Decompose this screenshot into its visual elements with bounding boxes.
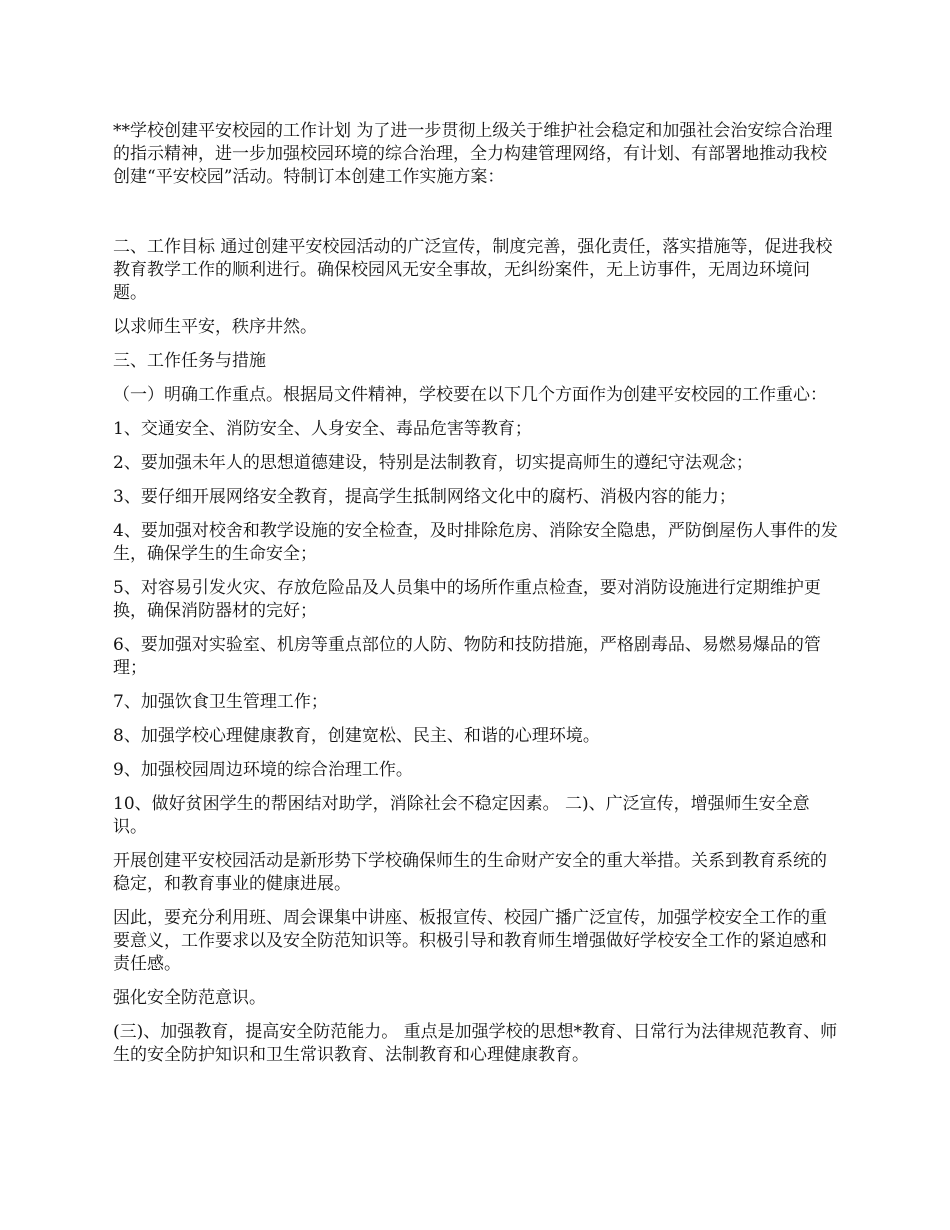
list-item: 4、要加强对校舍和教学设施的安全检查，及时排除危房、消除安全隐患，严防倒屋伤人事件的发生，确保学生的生命安全； — [113, 521, 838, 564]
list-item: 6、要加强对实验室、机房等重点部位的人防、物防和技防措施，严格剧毒品、易燃易爆品的管理； — [113, 635, 821, 678]
list-item: 9、加强校园周边环境的综合治理工作。 — [113, 760, 413, 780]
list-item: 1、交通安全、消防安全、人身安全、毒品危害等教育； — [113, 419, 532, 439]
list-item: 2、要加强未年人的思想道德建设，特别是法制教育，切实提高师生的遵纪守法观念； — [113, 453, 753, 473]
goal-summary-paragraph: 以求师生平安，秩序井然。 — [113, 317, 317, 337]
education-paragraph: (三)、加强教育，提高安全防范能力。 重点是加强学校的思想*教育、日常行为法律规范教育、师生的安全防护知识和卫生常识教育、法制教育和心理健康教育。 — [113, 1022, 838, 1065]
list-item: 7、加强饮食卫生管理工作； — [113, 692, 328, 712]
goal-paragraph: 二、工作目标 通过创建平安校园活动的广泛宣传，制度完善，强化责任，落实措施等，促进我校教育教学工作的顺利进行。确保校园风无安全事故，无纠纷案件，无上访事件，无周边环境问题。 — [113, 237, 833, 303]
awareness-paragraph: 强化安全防范意识。 — [113, 988, 266, 1008]
intro-paragraph: **学校创建平安校园的工作计划 为了进一步贯彻上级关于维护社会稳定和加强社会治安综合治理的指示精神，进一步加强校园环境的综合治理，全力构建管理网络，有计划、有部署地推动我校创建“平安校园”活动。特制订本创建工作实施方案： — [113, 121, 833, 187]
document-body — [113, 120, 843, 1078]
section-heading-tasks: 三、工作任务与措施 — [113, 351, 266, 371]
list-item: 10、做好贫困学生的帮困结对助学，消除社会不稳定因素。 二)、广泛宣传，增强师生安全意识。 — [113, 794, 810, 837]
list-item: 5、对容易引发火灾、存放危险品及人员集中的场所作重点检查，要对消防设施进行定期维护更换，确保消防器材的完好； — [113, 578, 821, 621]
subsection-focus-paragraph: （一）明确工作重点。根据局文件精神，学校要在以下几个方面作为创建平安校园的工作重心： — [113, 385, 827, 405]
list-item: 8、加强学校心理健康教育，创建宽松、民主、和谐的心理环境。 — [113, 726, 600, 746]
publicity-detail-paragraph: 因此，要充分利用班、周会课集中讲座、板报宣传、校园广播广泛宣传，加强学校安全工作的重要意义，工作要求以及安全防范知识等。积极引导和教育师生增强做好学校安全工作的紧迫感和责任感。 — [113, 908, 827, 974]
list-item: 3、要仔细开展网络安全教育，提高学生抵制网络文化中的腐朽、消极内容的能力； — [113, 487, 736, 507]
publicity-paragraph: 开展创建平安校园活动是新形势下学校确保师生的生命财产安全的重大举措。关系到教育系统的稳定，和教育事业的健康进展。 — [113, 851, 827, 894]
